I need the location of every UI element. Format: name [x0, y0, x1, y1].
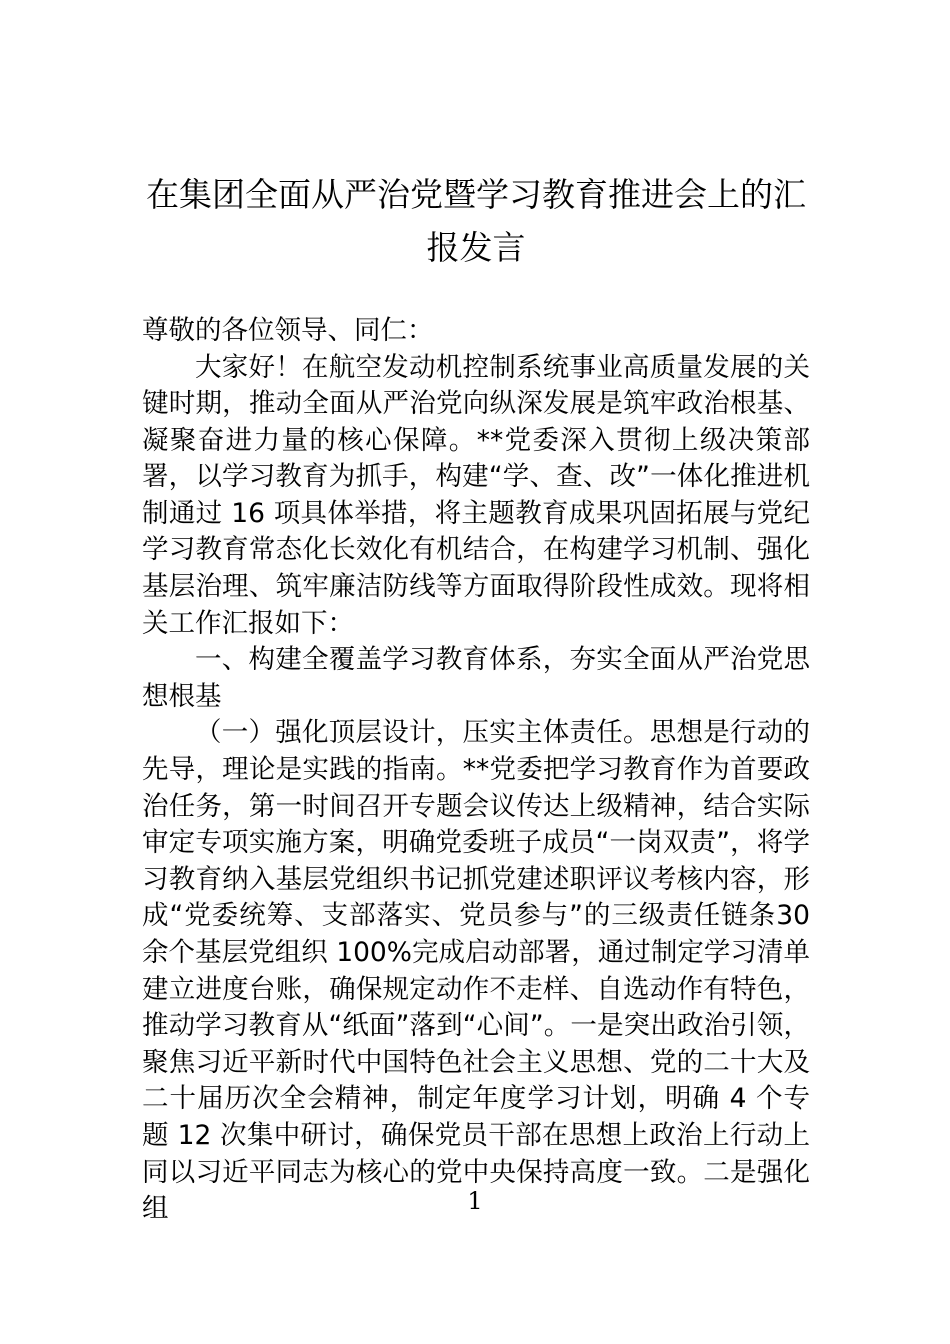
section-heading-one: 一、构建全覆盖学习教育体系，夯实全面从严治党思想根基 — [142, 644, 810, 712]
document-content — [142, 0, 810, 1228]
document-body — [142, 313, 810, 1228]
paragraph-salutation: 尊敬的各位领导、同仁： — [142, 314, 434, 346]
paragraph-opening: 大家好！在航空发动机控制系统事业高质量发展的关键时期，推动全面从严治党向纵深发展是筑牢政治根基、凝聚奋进力量的核心保障。**党委深入贯彻上级决策部署，以学习教育为抓手，构建“学、查、改”一体化推进机制通过 16 项具体举措，将主题教育成果巩固拓展与党纪学习教育常态化长效化有机结合，在构建学习机制、强化基层治理、筑牢廉洁防线等方面取得阶段性成效。现将相关工作汇报如下： — [142, 351, 810, 639]
subsection-one-body: （一）强化顶层设计，压实主体责任。思想是行动的先导，理论是实践的指南。**党委把学习教育作为首要政治任务，第一时间召开专题会议传达上级精神，结合实际审定专项实施方案，明确党委班子成员“一岗双责”，将学习教育纳入基层党组织书记抓党建述职评议考核内容，形成“党委统筹、支部落实、党员参与”的三级责任链条30 余个基层党组织 100%完成启动部署，通过制定学习清单建立进度台账，确保规定动作不走样、自选动作有特色，推动学习教育从“纸面”落到“心间”。一是突出政治引领，聚焦习近平新时代中国特色社会主义思想、党的二十大及二十届历次全会精神，制定年度学习计划，明确 4 个专题 12 次集中研讨，确保党员干部在思想上政治上行动上同以习近平同志为核心的党中央保持高度一致。二是强化组 — [142, 717, 810, 1225]
page-number: 1 — [467, 1187, 483, 1215]
page-title: 在集团全面从严治党暨学习教育推进会上的汇报发言 — [146, 175, 806, 268]
